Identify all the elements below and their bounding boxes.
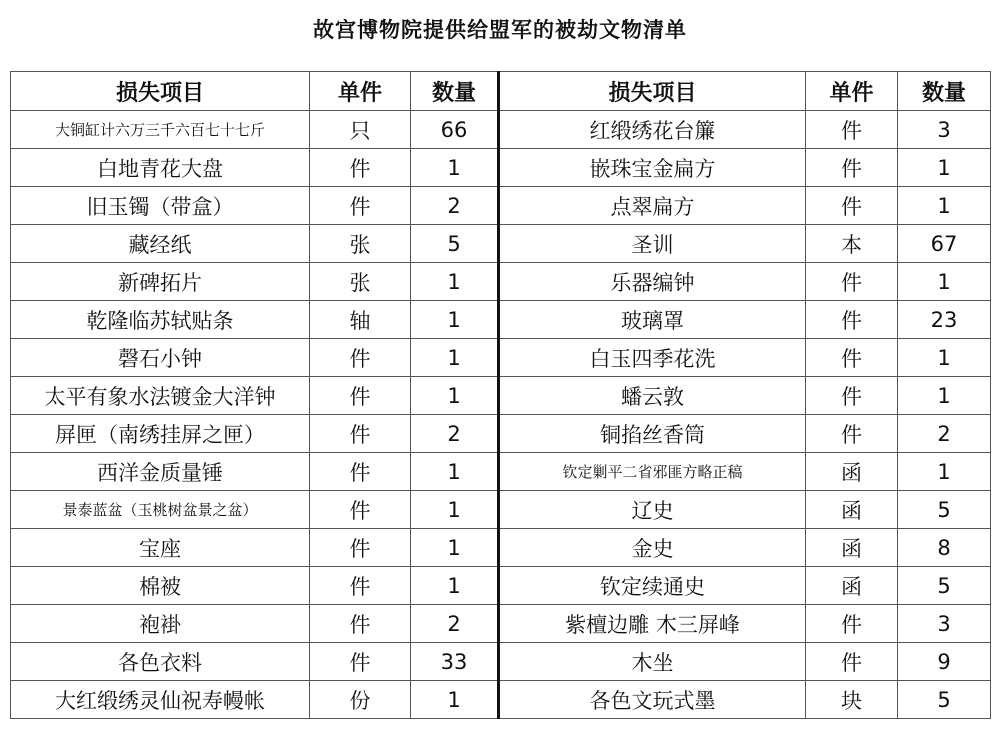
item-cell: 蟠云敦 bbox=[499, 377, 806, 415]
item-cell: 磬石小钟 bbox=[11, 339, 310, 377]
qty-cell: 1 bbox=[898, 263, 991, 301]
unit-cell: 件 bbox=[806, 149, 898, 187]
unit-cell: 函 bbox=[806, 453, 898, 491]
unit-cell: 件 bbox=[310, 149, 411, 187]
item-cell: 藏经纸 bbox=[11, 225, 310, 263]
table-row bbox=[11, 605, 991, 643]
unit-cell: 轴 bbox=[310, 301, 411, 339]
item-cell: 景泰蓝盆（玉桃树盆景之盆） bbox=[11, 491, 310, 529]
unit-cell: 件 bbox=[806, 643, 898, 681]
qty-cell: 5 bbox=[898, 491, 991, 529]
qty-cell: 2 bbox=[411, 187, 499, 225]
table-row bbox=[11, 225, 991, 263]
item-cell: 嵌珠宝金扁方 bbox=[499, 149, 806, 187]
unit-cell: 件 bbox=[806, 263, 898, 301]
unit-cell: 函 bbox=[806, 567, 898, 605]
unit-cell: 函 bbox=[806, 491, 898, 529]
item-cell: 大铜缸计六万三千六百七十七斤 bbox=[11, 111, 310, 149]
item-cell: 白地青花大盘 bbox=[11, 149, 310, 187]
unit-cell: 件 bbox=[310, 187, 411, 225]
unit-cell: 块 bbox=[806, 681, 898, 719]
unit-cell: 份 bbox=[310, 681, 411, 719]
item-cell: 棉被 bbox=[11, 567, 310, 605]
table-row bbox=[11, 681, 991, 719]
item-cell: 大红缎绣灵仙祝寿幔帐 bbox=[11, 681, 310, 719]
item-cell: 圣训 bbox=[499, 225, 806, 263]
table-row bbox=[11, 567, 991, 605]
qty-cell: 9 bbox=[898, 643, 991, 681]
qty-cell: 8 bbox=[898, 529, 991, 567]
table-row bbox=[11, 453, 991, 491]
unit-cell: 件 bbox=[310, 377, 411, 415]
qty-cell: 2 bbox=[411, 605, 499, 643]
qty-cell: 1 bbox=[898, 339, 991, 377]
qty-cell: 1 bbox=[411, 339, 499, 377]
table-row bbox=[11, 491, 991, 529]
unit-cell: 件 bbox=[806, 111, 898, 149]
item-cell: 白玉四季花洗 bbox=[499, 339, 806, 377]
header-row bbox=[11, 72, 991, 111]
unit-cell: 只 bbox=[310, 111, 411, 149]
item-cell: 辽史 bbox=[499, 491, 806, 529]
qty-cell: 23 bbox=[898, 301, 991, 339]
item-cell: 钦定剿平二省邪匪方略正稿 bbox=[499, 453, 806, 491]
qty-cell: 5 bbox=[898, 567, 991, 605]
item-cell: 木坐 bbox=[499, 643, 806, 681]
qty-cell: 1 bbox=[898, 377, 991, 415]
item-cell: 金史 bbox=[499, 529, 806, 567]
table-row bbox=[11, 415, 991, 453]
unit-cell: 件 bbox=[310, 529, 411, 567]
table-row bbox=[11, 111, 991, 149]
qty-cell: 1 bbox=[898, 187, 991, 225]
unit-cell: 件 bbox=[806, 605, 898, 643]
item-cell: 乾隆临苏轼贴条 bbox=[11, 301, 310, 339]
unit-cell: 件 bbox=[806, 187, 898, 225]
qty-cell: 1 bbox=[898, 149, 991, 187]
table-row bbox=[11, 263, 991, 301]
item-cell: 太平有象水法镀金大洋钟 bbox=[11, 377, 310, 415]
qty-cell: 1 bbox=[411, 377, 499, 415]
qty-cell: 33 bbox=[411, 643, 499, 681]
item-cell: 紫檀边雕 木三屏峰 bbox=[499, 605, 806, 643]
qty-cell: 3 bbox=[898, 605, 991, 643]
item-cell: 屏匣（南绣挂屏之匣） bbox=[11, 415, 310, 453]
unit-cell: 件 bbox=[310, 567, 411, 605]
unit-cell: 件 bbox=[310, 643, 411, 681]
unit-cell: 件 bbox=[310, 453, 411, 491]
unit-cell: 件 bbox=[310, 491, 411, 529]
qty-cell: 1 bbox=[411, 529, 499, 567]
qty-cell: 3 bbox=[898, 111, 991, 149]
unit-cell: 件 bbox=[806, 415, 898, 453]
unit-cell: 件 bbox=[310, 415, 411, 453]
table-row bbox=[11, 643, 991, 681]
qty-cell: 5 bbox=[411, 225, 499, 263]
table-row bbox=[11, 529, 991, 567]
header-qty-right: 数量 bbox=[898, 72, 991, 111]
qty-cell: 1 bbox=[411, 149, 499, 187]
item-cell: 钦定续通史 bbox=[499, 567, 806, 605]
unit-cell: 张 bbox=[310, 225, 411, 263]
qty-cell: 1 bbox=[411, 491, 499, 529]
qty-cell: 1 bbox=[411, 567, 499, 605]
table-row bbox=[11, 301, 991, 339]
item-cell: 铜掐丝香筒 bbox=[499, 415, 806, 453]
qty-cell: 66 bbox=[411, 111, 499, 149]
item-cell: 乐器编钟 bbox=[499, 263, 806, 301]
unit-cell: 本 bbox=[806, 225, 898, 263]
header-unit-right: 单件 bbox=[806, 72, 898, 111]
qty-cell: 1 bbox=[898, 453, 991, 491]
item-cell: 点翠扁方 bbox=[499, 187, 806, 225]
item-cell: 旧玉镯（带盒） bbox=[11, 187, 310, 225]
table-row bbox=[11, 187, 991, 225]
item-cell: 红缎绣花台簾 bbox=[499, 111, 806, 149]
qty-cell: 2 bbox=[898, 415, 991, 453]
item-cell: 袍褂 bbox=[11, 605, 310, 643]
item-cell: 宝座 bbox=[11, 529, 310, 567]
item-cell: 西洋金质量锤 bbox=[11, 453, 310, 491]
qty-cell: 67 bbox=[898, 225, 991, 263]
table-row bbox=[11, 377, 991, 415]
qty-cell: 1 bbox=[411, 263, 499, 301]
table-row bbox=[11, 339, 991, 377]
item-cell: 各色文玩式墨 bbox=[499, 681, 806, 719]
page-title: 故宫博物院提供给盟军的被劫文物清单 bbox=[313, 18, 687, 42]
qty-cell: 1 bbox=[411, 301, 499, 339]
item-cell: 玻璃罩 bbox=[499, 301, 806, 339]
qty-cell: 2 bbox=[411, 415, 499, 453]
header-qty-left: 数量 bbox=[411, 72, 499, 111]
qty-cell: 1 bbox=[411, 453, 499, 491]
unit-cell: 件 bbox=[310, 339, 411, 377]
header-item-right: 损失项目 bbox=[499, 72, 806, 111]
qty-cell: 5 bbox=[898, 681, 991, 719]
unit-cell: 件 bbox=[806, 339, 898, 377]
unit-cell: 件 bbox=[806, 301, 898, 339]
header-item-left: 损失项目 bbox=[11, 72, 310, 111]
unit-cell: 函 bbox=[806, 529, 898, 567]
artifact-table bbox=[10, 71, 991, 719]
unit-cell: 张 bbox=[310, 263, 411, 301]
table-row bbox=[11, 149, 991, 187]
unit-cell: 件 bbox=[310, 605, 411, 643]
header-unit-left: 单件 bbox=[310, 72, 411, 111]
item-cell: 各色衣料 bbox=[11, 643, 310, 681]
unit-cell: 件 bbox=[806, 377, 898, 415]
qty-cell: 1 bbox=[411, 681, 499, 719]
item-cell: 新碑拓片 bbox=[11, 263, 310, 301]
